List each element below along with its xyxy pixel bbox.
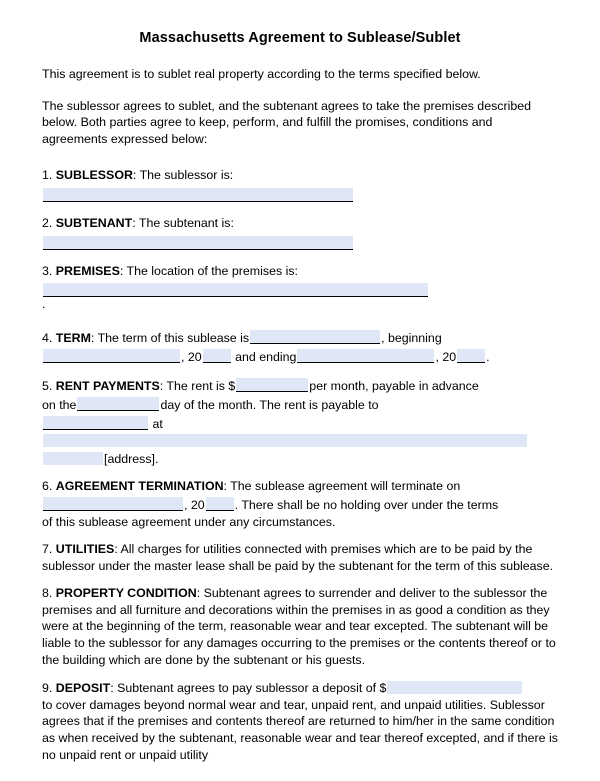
- section-deposit: [42, 679, 558, 763]
- section-5-line-4: [42, 432, 558, 450]
- term-start-year-field[interactable]: [203, 349, 231, 363]
- section-1-line: [42, 167, 558, 184]
- rent-address-line-field[interactable]: [43, 434, 527, 447]
- section-4-line: [42, 328, 558, 347]
- section-5-line: [42, 376, 558, 395]
- section-sublessor: [42, 167, 558, 200]
- deposit-amount-field[interactable]: [387, 681, 522, 694]
- section-subtenant: [42, 215, 558, 248]
- section-6-line-2: [42, 495, 558, 514]
- section-9-number: 9.: [42, 681, 53, 696]
- section-3-number: 3.: [42, 263, 53, 278]
- section-9-paragraph: to cover damages beyond normal wear and tear, unpaid rent, and unpaid utilities. Sublessor agrees that if the premises and contents thereof are returned to him/her in the same condition as when received by the subtenant, reasonable wear and tear thereof excepted, and if there is no unpaid rent or unpaid utility: [42, 697, 558, 762]
- section-7-heading: UTILITIES: [55, 542, 115, 557]
- section-term: [42, 328, 558, 365]
- section-property-condition: [42, 585, 558, 668]
- section-agreement-termination: [42, 478, 558, 530]
- rent-payable-to-field[interactable]: [43, 416, 148, 430]
- term-length-field[interactable]: [250, 330, 380, 344]
- section-1-number: 1.: [42, 168, 53, 183]
- section-1-heading: SUBLESSOR: [55, 168, 133, 183]
- section-8-number: 8.: [42, 586, 53, 601]
- rent-address-line-2-field[interactable]: [43, 452, 103, 465]
- section-5-text-b: per month, payable in advance: [309, 379, 479, 394]
- section-5-text-d: day of the month. The rent is payable to: [160, 397, 379, 412]
- term-start-date-field[interactable]: [43, 349, 180, 363]
- section-5-text-c: on the: [42, 397, 77, 412]
- section-6-text-c: . There shall be no holding over under the terms: [234, 497, 499, 512]
- section-3-heading: PREMISES: [55, 263, 120, 278]
- section-utilities: [42, 541, 558, 574]
- section-7-paragraph: [42, 541, 558, 574]
- premises-location-field[interactable]: [43, 283, 428, 297]
- section-4-text-d: and ending: [235, 349, 297, 364]
- section-6-heading: AGREEMENT TERMINATION: [55, 479, 224, 494]
- section-6-text-b: , 20: [184, 497, 205, 512]
- section-5-line-3: [42, 414, 558, 433]
- section-6-number: 6.: [42, 479, 53, 494]
- section-5-heading: RENT PAYMENTS: [55, 379, 160, 394]
- section-4-number: 4.: [42, 331, 53, 346]
- section-5-line-2: [42, 395, 558, 414]
- section-5-text-f: [address].: [104, 451, 159, 466]
- section-4-text-e: , 20: [435, 349, 457, 364]
- section-8-heading: PROPERTY CONDITION: [55, 586, 197, 601]
- section-6-text-a: : The sublease agreement will terminate on: [223, 479, 461, 494]
- section-5-text-e: at: [152, 416, 163, 431]
- section-6-line: [42, 478, 558, 495]
- section-7-text: : All charges for utilities connected with premises which are to be paid by the sublessor under the master lease shall be paid by the subtenant for the term of this sublease.: [42, 542, 554, 573]
- page-title: Massachusetts Agreement to Sublease/Sublet: [139, 30, 461, 46]
- section-premises: [42, 263, 558, 314]
- section-rent-payments: [42, 376, 558, 467]
- section-9-heading: DEPOSIT: [55, 681, 111, 696]
- section-7-number: 7.: [42, 542, 53, 557]
- section-4-text-f: .: [486, 349, 490, 364]
- term-end-date-field[interactable]: [297, 349, 434, 363]
- section-1-text: : The sublessor is:: [132, 168, 234, 183]
- section-2-text: : The subtenant is:: [132, 215, 234, 230]
- section-4-heading: TERM: [55, 331, 91, 346]
- termination-year-field[interactable]: [206, 497, 234, 511]
- section-4-line-2: [42, 347, 558, 366]
- section-4-text-a: : The term of this sublease is: [90, 331, 250, 346]
- section-5-number: 5.: [42, 379, 53, 394]
- section-3-line: [42, 263, 558, 280]
- section-2-number: 2.: [42, 215, 53, 230]
- section-4-text-b: , beginning: [381, 331, 442, 346]
- intro-paragraph-1: This agreement is to sublet real property according to the terms specified below.: [42, 67, 481, 81]
- intro-paragraph-2: The sublessor agrees to sublet, and the subtenant agrees to take the premises described below. Both parties agree to keep, perform, and fulfill the promises, conditions and agreements expressed below:: [42, 98, 532, 146]
- premises-period: .: [42, 297, 46, 312]
- section-9-text-a: : Subtenant agrees to pay sublessor a deposit of $: [110, 681, 387, 696]
- subtenant-name-field[interactable]: [43, 236, 353, 250]
- section-8-paragraph: [42, 585, 558, 668]
- sublessor-name-field[interactable]: [43, 188, 353, 202]
- rent-due-day-field[interactable]: [77, 397, 159, 411]
- section-5-text-a: : The rent is $: [159, 379, 236, 394]
- section-2-line: [42, 215, 558, 232]
- section-2-heading: SUBTENANT: [55, 215, 133, 230]
- section-4-text-c: , 20: [181, 349, 202, 364]
- section-8-text: : Subtenant agrees to surrender and deliver to the sublessor the premises and all furniture and decorations within the premises in as good a condition as they were at the beginning of the term, reasonable wear and tear excepted. The subtenant will be liable to the sublessor for any damages occurring to the premises or the contents thereof or to the building which are done by the subtenant or his guests.: [42, 586, 556, 667]
- section-6-line-3: of this sublease agreement under any circumstances.: [42, 514, 336, 529]
- termination-date-field[interactable]: [43, 497, 183, 511]
- term-end-year-field[interactable]: [457, 349, 485, 363]
- section-5-line-5: [42, 450, 558, 468]
- rent-amount-field[interactable]: [236, 378, 308, 392]
- section-3-text: : The location of the premises is:: [119, 263, 298, 278]
- section-9-line: [42, 679, 558, 697]
